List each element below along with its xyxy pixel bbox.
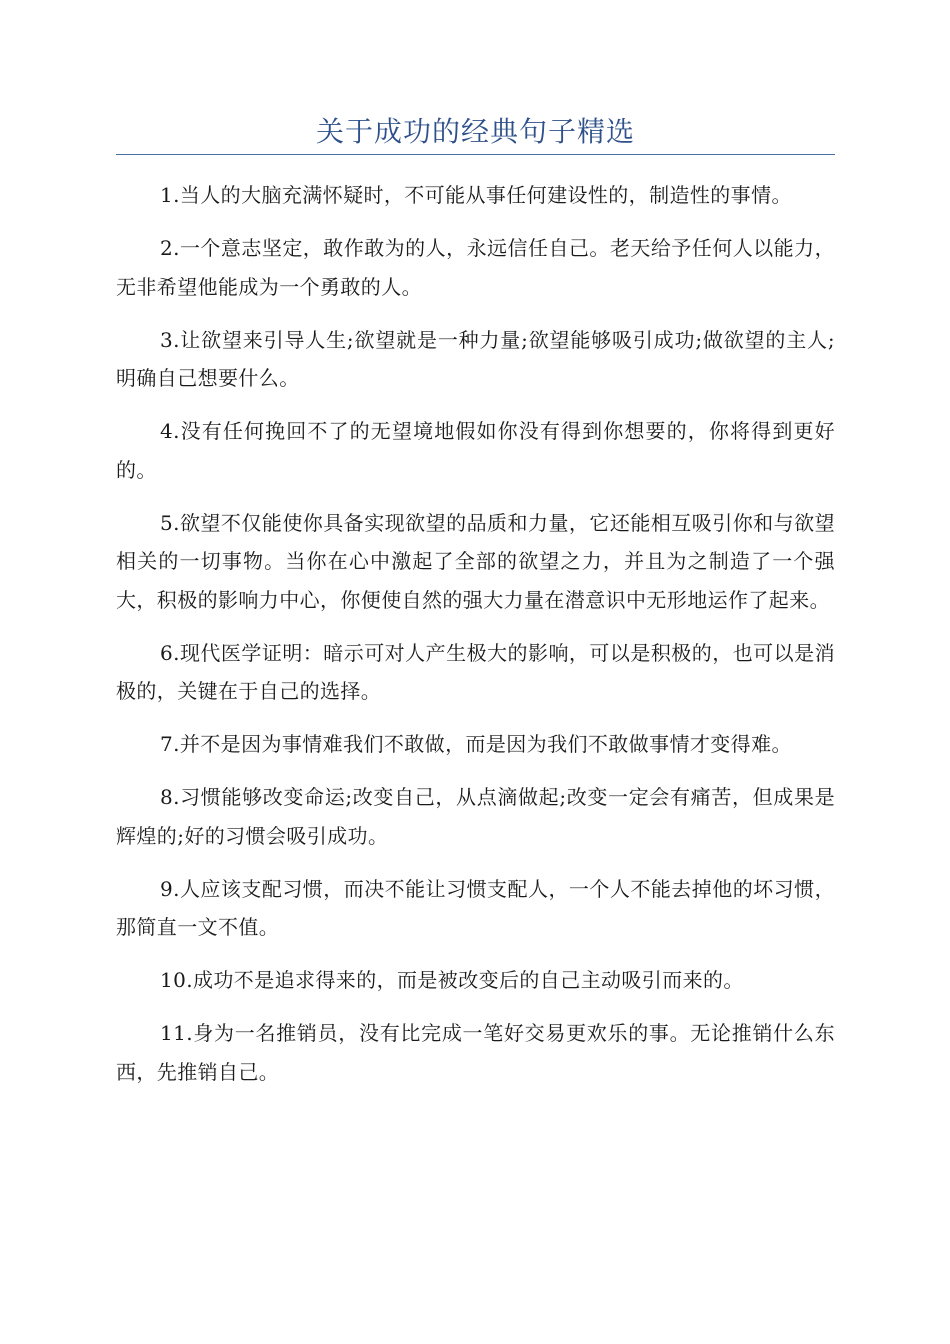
document-body	[116, 176, 835, 1106]
paragraph-2: 2.一个意志坚定，敢作敢为的人，永远信任自己。老天给予任何人以能力，无非希望他能成为一个勇敢的人。	[116, 236, 835, 299]
paragraph-1: 1.当人的大脑充满怀疑时，不可能从事任何建设性的，制造性的事情。	[160, 183, 792, 207]
paragraph-9: 9.人应该支配习惯，而决不能让习惯支配人，一个人不能去掉他的坏习惯，那简直一文不值。	[116, 876, 835, 939]
paragraph-3: 3.让欲望来引导人生;欲望就是一种力量;欲望能够吸引成功;做欲望的主人;明确自己想要什么。	[116, 327, 835, 390]
paragraph-5: 5.欲望不仅能使你具备实现欲望的品质和力量，它还能相互吸引你和与欲望相关的一切事物。当你在心中激起了全部的欲望之力，并且为之制造了一个强大，积极的影响力中心，你便使自然的强大力量在潜意识中无形地运作了起来。	[116, 510, 835, 612]
document-title: 关于成功的经典句子精选	[315, 115, 635, 148]
paragraph-10: 10.成功不是追求得来的，而是被改变后的自己主动吸引而来的。	[160, 968, 744, 992]
paragraph-6: 6.现代医学证明：暗示可对人产生极大的影响，可以是积极的，也可以是消极的，关键在于自己的选择。	[116, 640, 835, 703]
title-underline	[116, 154, 835, 155]
paragraph-11: 11.身为一名推销员，没有比完成一笔好交易更欢乐的事。无论推销什么东西，先推销自己。	[116, 1021, 835, 1084]
paragraph-7: 7.并不是因为事情难我们不敢做，而是因为我们不敢做事情才变得难。	[160, 732, 792, 756]
paragraph-4: 4.没有任何挽回不了的无望境地假如你没有得到你想要的，你将得到更好的。	[116, 419, 835, 482]
paragraph-8: 8.习惯能够改变命运;改变自己，从点滴做起;改变一定会有痛苦，但成果是辉煌的;好的习惯会吸引成功。	[116, 785, 835, 848]
